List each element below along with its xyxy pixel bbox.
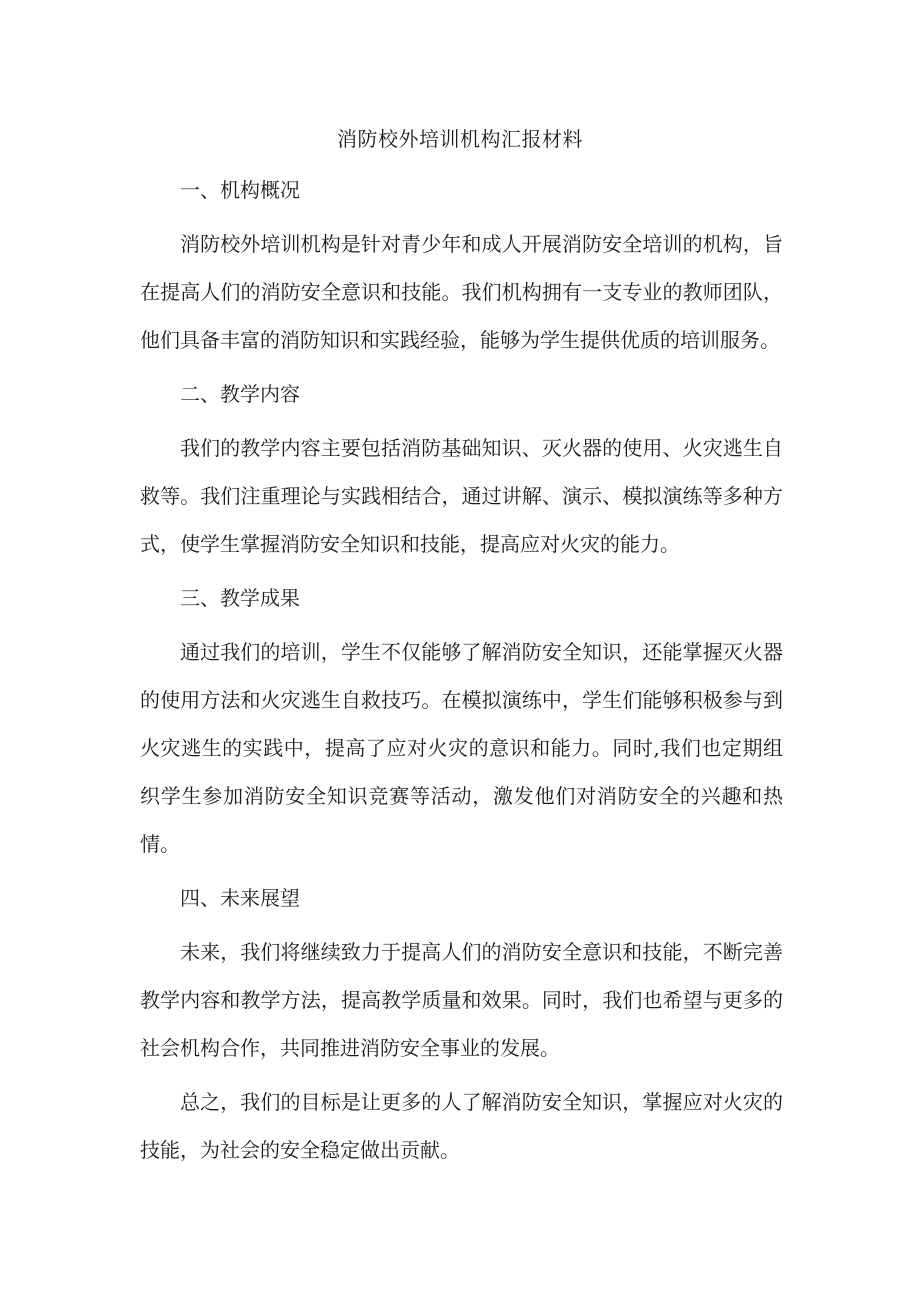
section-paragraph-teaching-content: 我们的教学内容主要包括消防基础知识、灭火器的使用、火灾逃生自救等。我们注重理论与实践相结合，通过讲解、演示、模拟演练等多种方式，使学生掌握消防安全知识和技能，提高应对火灾的能力。 [140, 436, 783, 556]
section-paragraph-teaching-results: 通过我们的培训，学生不仅能够了解消防安全知识，还能掌握灭火器的使用方法和火灾逃生自救技巧。在模拟演练中，学生们能够积极参与到火灾逃生的实践中，提高了应对火灾的意识和能力。同时,我们也定期组织学生参加消防安全知识竞赛等活动，激发他们对消防安全的兴趣和热情。 [140, 640, 783, 856]
section-heading-future-outlook: 四、未来展望 [180, 886, 300, 910]
section-heading-overview: 一、机构概况 [180, 178, 300, 202]
section-heading-teaching-results: 三、教学成果 [180, 586, 300, 610]
section-paragraph-overview: 消防校外培训机构是针对青少年和成人开展消防安全培训的机构，旨在提高人们的消防安全意识和技能。我们机构拥有一支专业的教师团队，他们具备丰富的消防知识和实践经验，能够为学生提供优质的培训服务。 [140, 232, 783, 352]
section-heading-teaching-content: 二、教学内容 [180, 382, 300, 406]
section-paragraph-future-outlook: 未来，我们将继续致力于提高人们的消防安全意识和技能，不断完善教学内容和教学方法，提高教学质量和效果。同时，我们也希望与更多的社会机构合作，共同推进消防安全事业的发展。 [140, 940, 783, 1060]
document-body [140, 166, 783, 1180]
document-title: 消防校外培训机构汇报材料 [337, 127, 583, 151]
section-paragraph-summary: 总之，我们的目标是让更多的人了解消防安全知识，掌握应对火灾的技能，为社会的安全稳定做出贡献。 [140, 1090, 783, 1162]
